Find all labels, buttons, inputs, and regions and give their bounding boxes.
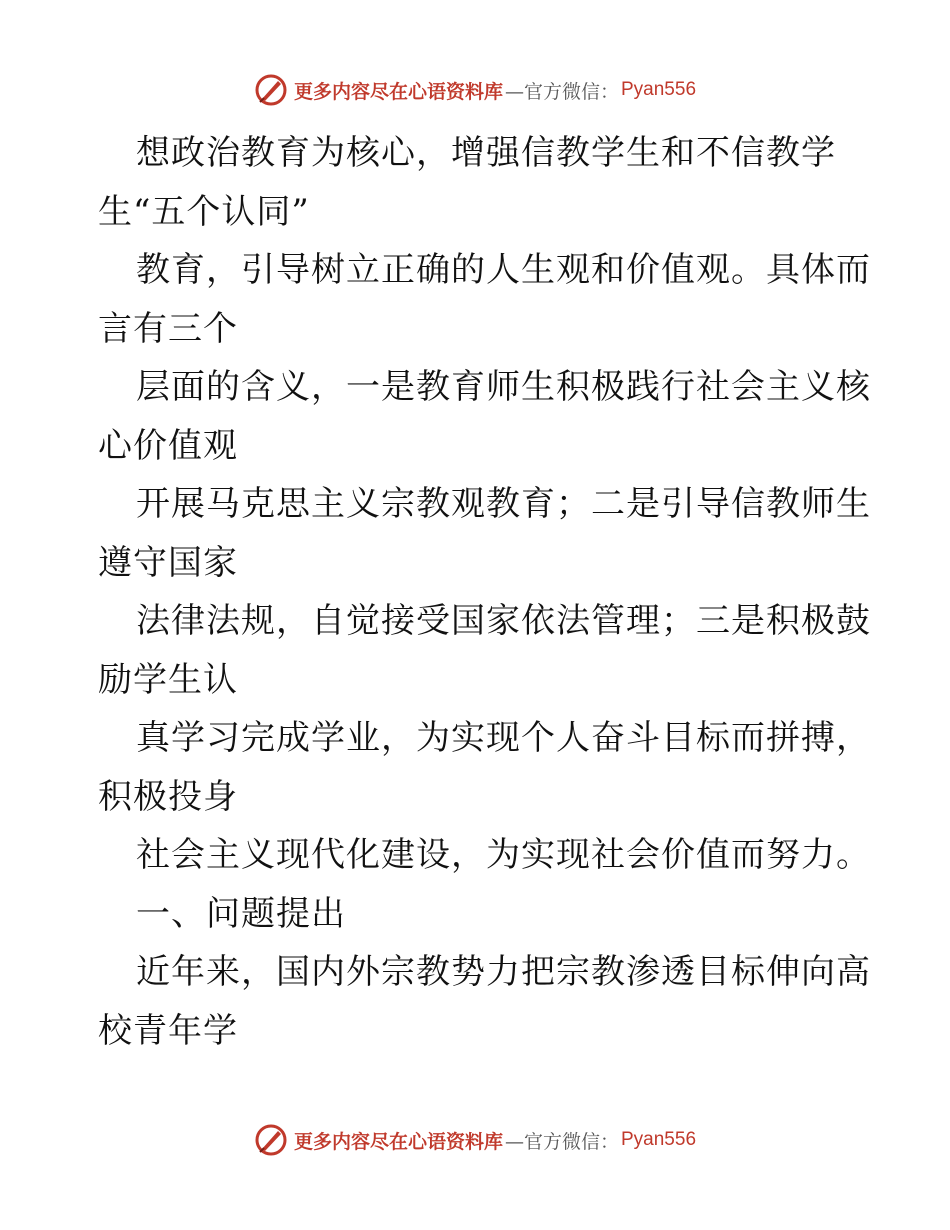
body-line: 想政治教育为核心，增强信教学生和不信教学	[136, 133, 836, 173]
footer-watermark	[0, 1120, 950, 1160]
body-line: 层面的含义，一是教育师生积极践行社会主义核	[136, 367, 871, 407]
body-line: 言有三个	[98, 308, 238, 349]
body-line: 遵守国家	[98, 542, 238, 583]
watermark-separator: —官方微信：	[504, 1130, 619, 1153]
watermark-text: 更多内容尽在心语资料库	[293, 80, 503, 103]
body-line: 开展马克思主义宗教观教育；二是引导信教师生	[136, 484, 871, 524]
body-line: 校青年学	[98, 1010, 238, 1051]
body-line: 积极投身	[98, 776, 238, 817]
body-line: 心价值观	[98, 425, 238, 466]
body-line: 励学生认	[98, 659, 238, 700]
body-line: 社会主义现代化建设，为实现社会价值而努力。	[136, 835, 871, 875]
body-line: 近年来，国内外宗教势力把宗教渗透目标伸向高	[136, 952, 871, 992]
body-line: 法律法规，自觉接受国家依法管理；三是积极鼓	[136, 601, 871, 641]
watermark-text: 更多内容尽在心语资料库	[293, 1130, 503, 1153]
watermark-separator: —官方微信：	[504, 80, 619, 103]
body-line: 教育，引导树立正确的人生观和价值观。具体而	[136, 250, 871, 290]
header-watermark	[0, 70, 950, 110]
body-line: 生“五个认同”	[98, 191, 310, 232]
quill-circle-icon	[254, 73, 288, 107]
body-line: 真学习完成学业，为实现个人奋斗目标而拼搏，	[136, 718, 871, 758]
section-heading: 一、问题提出	[136, 893, 346, 934]
quill-circle-icon	[254, 1123, 288, 1157]
watermark-handle: Pyan556	[621, 1129, 697, 1150]
watermark-handle: Pyan556	[621, 79, 697, 100]
document-body	[98, 124, 871, 1060]
